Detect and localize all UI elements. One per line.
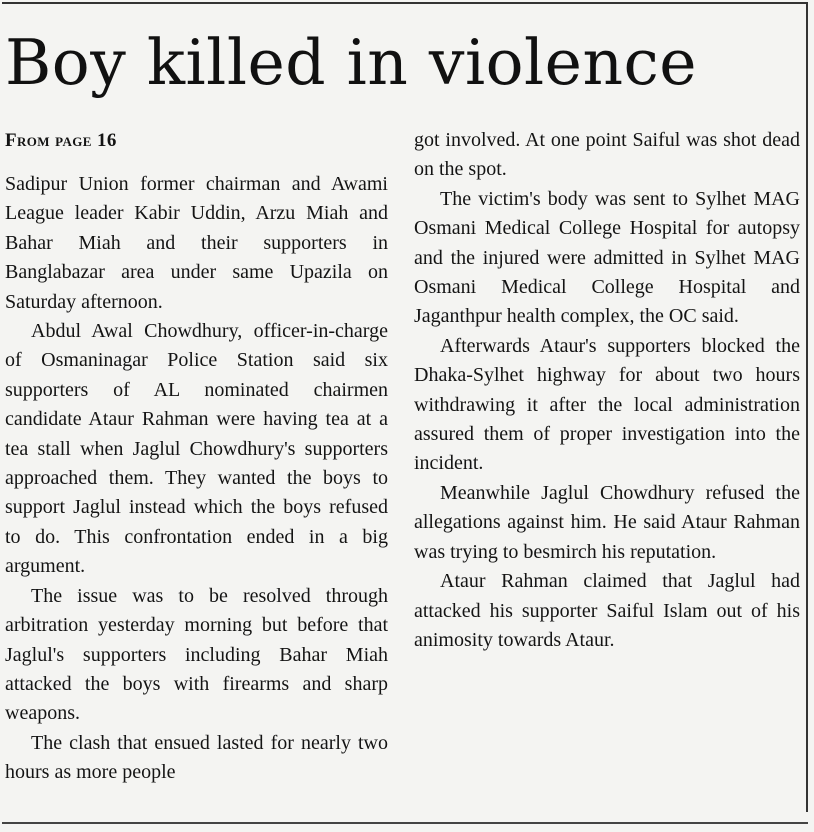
right-column-rule (806, 2, 808, 812)
paragraph-7: Meanwhile Jaglul Chowdhury refused the allegations against him. He said Ataur Rahman was trying to besmirch his reputation. (414, 481, 800, 563)
article-column-right (414, 126, 800, 816)
paragraph-3: The issue was to be resolved through arbitration yesterday morning but before that Jaglul's supporters including Bahar Miah attacked the boys with firearms and sharp weapons. (5, 584, 388, 725)
bottom-rule (2, 822, 808, 824)
article-column-left (5, 126, 388, 816)
from-page-label: From page 16 (5, 130, 117, 151)
paragraph-5: The victim's body was sent to Sylhet MAG Osmani Medical College Hospital for autopsy and the injured were admitted in Sylhet MAG Osmani Medical College Hospital and Jaganthpur health complex, the OC said. (414, 187, 800, 328)
paragraph-6: Afterwards Ataur's supporters blocked the Dhaka-Sylhet highway for about two hours withdrawing it after the local administration assured them of proper investigation into the incident. (414, 334, 800, 475)
top-rule (2, 2, 808, 4)
paragraph-2: Abdul Awal Chowdhury, officer-in-charge of Osmaninagar Police Station said six supporters of AL nominated chairmen candidate Ataur Rahman were having tea at a tea stall when Jaglul Chowdhury's supporters approached them. They wanted the boys to support Jaglul instead which the boys refused to do. This confrontation ended in a big argument. (5, 320, 388, 578)
paragraph-4-start: The clash that ensued lasted for nearly two hours as more people (5, 731, 388, 784)
paragraph-1: Sadipur Union former chairman and Awami League leader Kabir Uddin, Arzu Miah and Bahar Miah and their supporters in Banglabazar area under same Upazila on Saturday afternoon. (5, 173, 388, 313)
paragraph-8: Ataur Rahman claimed that Jaglul had attacked his supporter Saiful Islam out of his animosity towards Ataur. (414, 570, 800, 651)
paragraph-4-continued: got involved. At one point Saiful was shot dead on the spot. (414, 129, 800, 181)
article-headline: Boy killed in violence (5, 26, 698, 99)
